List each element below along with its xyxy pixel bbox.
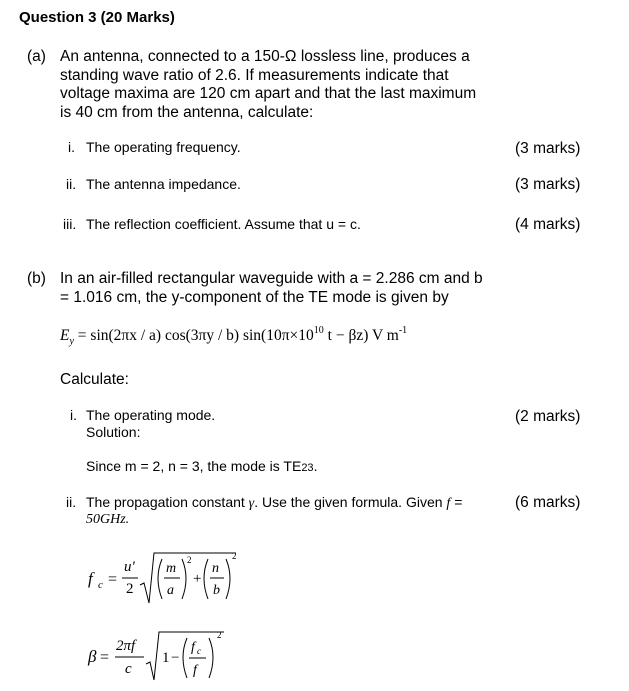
fc-right-paren-1 (182, 559, 186, 599)
beta-formula (86, 620, 246, 684)
fc-b: b (213, 583, 220, 598)
fc-numerator: u' (124, 559, 135, 575)
beta-f: f (193, 663, 197, 678)
part-a-item-1-number: i. (68, 139, 75, 155)
fc-denominator: 2 (126, 581, 134, 597)
part-b-item-1-number: i. (70, 407, 77, 423)
part-b-line: = 1.016 cm, the y-component of the TE mode is given by (60, 288, 449, 306)
beta-denominator: c (125, 661, 132, 677)
part-a-line: standing wave ratio of 2.6. If measurements indicate that (60, 66, 449, 84)
beta-numerator: 2πf (116, 638, 136, 654)
part-a-item-3-marks: (4 marks) (515, 216, 581, 233)
fc-exp-1: 2 (187, 555, 192, 565)
mode-answer-sub: 23 (301, 462, 314, 474)
part-a-item-1-marks: (3 marks) (515, 140, 581, 157)
part-a-line: is 40 cm from the antenna, calculate: (60, 103, 314, 121)
fc-plus: + (193, 571, 202, 587)
fc-n: n (212, 561, 219, 576)
mode-answer-end: . (313, 458, 318, 474)
beta-one: 1 (162, 650, 170, 666)
beta-left-paren (183, 638, 187, 678)
fc-left-paren-1 (158, 559, 162, 599)
part-b-item-1-marks: (2 marks) (515, 408, 581, 425)
eq-exp: 10 (313, 325, 324, 336)
field-equation (60, 327, 407, 347)
mode-answer (86, 458, 317, 474)
part-a-item-3-text: The reflection coefficient. Assume that u = c. (86, 216, 361, 232)
part-b-line: In an air-filled rectangular waveguide with a = 2.286 cm and b (60, 270, 483, 287)
part-a-item-2-text: The antenna impedance. (86, 176, 241, 192)
eq-lhs: E (60, 327, 70, 344)
cutoff-frequency-formula (86, 545, 256, 607)
eq-unit-exp: -1 (398, 325, 408, 336)
beta-fc-sub: c (197, 646, 201, 656)
solution-label: Solution: (86, 424, 141, 440)
f-symbol: f (446, 496, 451, 511)
part-a-item-2-marks: (3 marks) (515, 176, 581, 193)
part-a-text (60, 48, 500, 122)
fc-exp-2: 2 (232, 551, 237, 561)
fc-m: m (166, 561, 177, 576)
frequency-value: 50GHz. (86, 512, 130, 527)
part-b-label: (b) (27, 270, 46, 287)
item-2-text-start: The propagation constant (86, 494, 249, 510)
fc-equals: = (108, 571, 118, 588)
beta-fc: f (191, 640, 195, 655)
fc-right-paren-2 (226, 559, 230, 599)
gamma-symbol: γ (248, 496, 255, 511)
part-b-item-1-text: The operating mode. (86, 407, 216, 423)
eq-body: = sin(2πx / a) cos(3πy / b) sin(10π×10 (73, 327, 314, 344)
part-a-line: An antenna, connected to a 150-Ω lossless line, produces a (60, 48, 470, 65)
part-b-item-2-marks: (6 marks) (515, 494, 581, 511)
eq-lhs-sub: y (69, 336, 74, 348)
question-title: Question 3 (20 Marks) (19, 9, 175, 26)
fc-left-paren-2 (204, 559, 208, 599)
beta-right-paren (209, 638, 213, 678)
beta-minus: − (171, 650, 180, 666)
beta-lhs: β (88, 647, 97, 666)
part-b-item-2-text (86, 494, 462, 512)
part-a-item-2-number: ii. (66, 176, 77, 192)
fc-lhs: f (88, 569, 93, 588)
part-a-item-3-number: iii. (63, 216, 77, 232)
mode-answer-text: Since m = 2, n = 3, the mode is TE (86, 458, 302, 474)
beta-exp: 2 (217, 630, 222, 640)
fc-a: a (167, 583, 174, 598)
beta-equals: = (100, 649, 110, 666)
part-b-text (60, 270, 500, 307)
part-a-line: voltage maxima are 120 cm apart and that the last maximum (60, 85, 477, 102)
part-b-item-2-number: ii. (66, 494, 77, 510)
calculate-label: Calculate: (60, 371, 129, 388)
part-a-label: (a) (27, 48, 46, 65)
eq-tail: t − βz) V m (323, 327, 399, 344)
item-2-equals: = (454, 494, 463, 510)
part-a-item-1-text: The operating frequency. (86, 139, 241, 155)
fc-lhs-sub: c (98, 579, 103, 591)
item-2-text-mid: . Use the given formula. Given (254, 494, 447, 510)
